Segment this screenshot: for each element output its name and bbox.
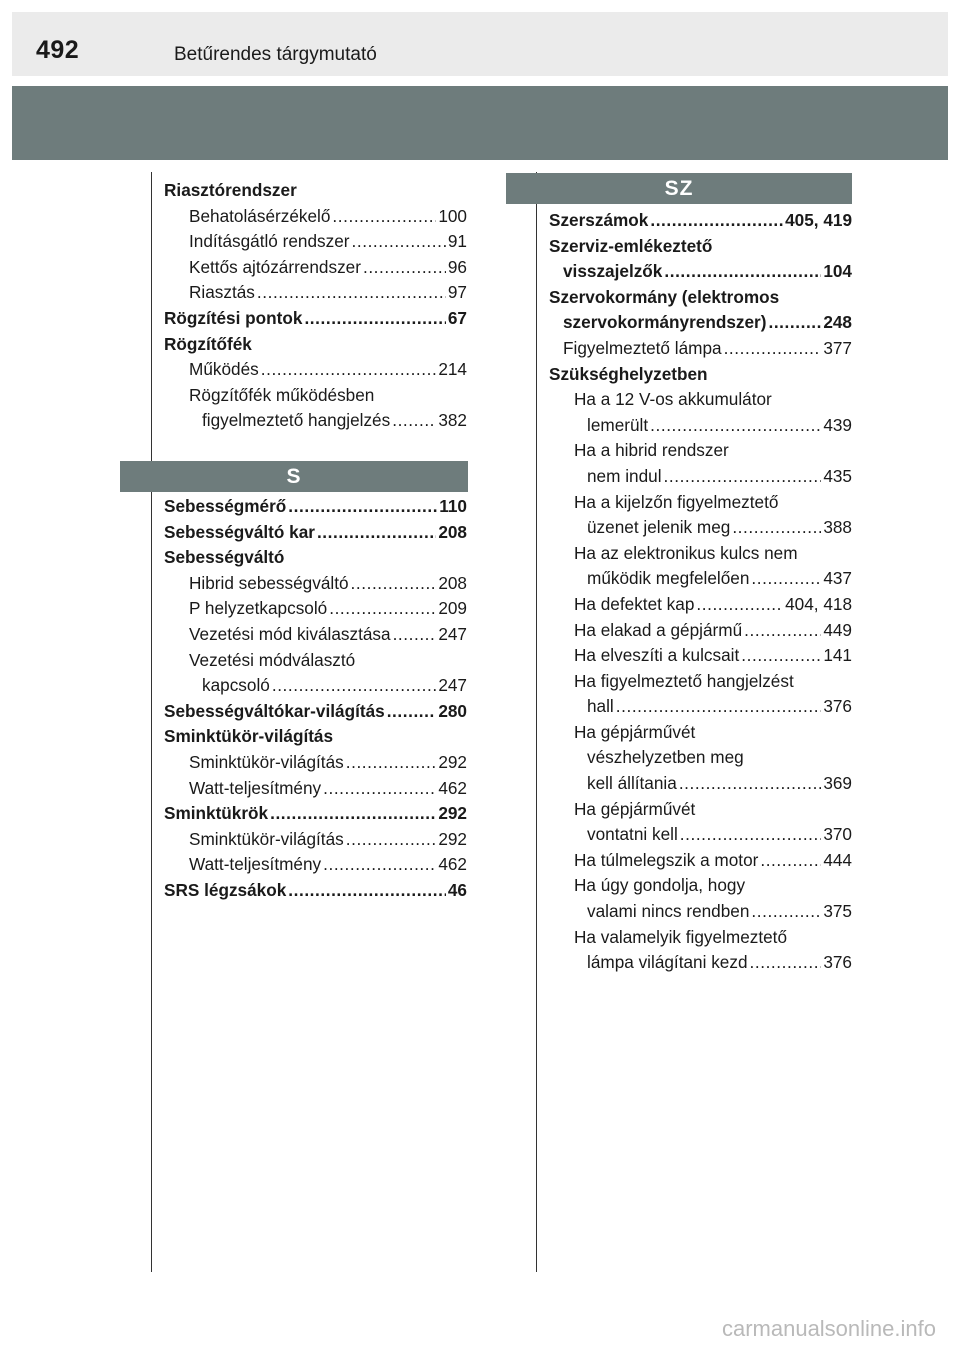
index-entry xyxy=(549,771,852,797)
index-entry: Ha a 12 V-os akkumulátor xyxy=(574,389,772,410)
entry-page-number: 449 xyxy=(823,619,852,640)
dot-leader xyxy=(304,306,445,332)
index-entry: Riasztórendszer xyxy=(164,180,297,200)
entry-text: Ha elveszíti a kulcsait xyxy=(574,645,740,666)
dot-leader xyxy=(750,950,822,976)
index-entry xyxy=(549,950,852,976)
entry-text: Watt-teljesítmény xyxy=(189,854,322,875)
entry-page-number: 388 xyxy=(823,517,852,538)
index-entry: Rögzítőfék működésben xyxy=(189,384,375,405)
entry-text: Sebességváltó kar xyxy=(164,521,315,542)
entry-page-number: 405, 419 xyxy=(785,210,852,230)
index-entry xyxy=(549,413,852,439)
index-entry: Szerviz-emlékeztető xyxy=(549,235,713,256)
dot-leader xyxy=(352,229,446,255)
entry-text: visszajelzők xyxy=(563,261,663,282)
left-column-group-1 xyxy=(164,178,467,434)
entry-text: Behatolásérzékelő xyxy=(189,205,331,226)
dot-leader xyxy=(751,899,821,925)
index-entry: Ha a kijelzőn figyelmeztető xyxy=(574,491,779,512)
entry-text: Sebességmérő xyxy=(164,496,287,516)
index-entry xyxy=(549,694,852,720)
dot-leader xyxy=(351,571,437,597)
index-entry xyxy=(164,229,467,255)
index-entry: Rögzítőfék xyxy=(164,333,252,354)
index-entry xyxy=(549,848,852,874)
index-entry xyxy=(549,336,852,362)
entry-page-number: 439 xyxy=(823,414,852,435)
entry-page-number: 437 xyxy=(823,568,852,589)
entry-page-number: 209 xyxy=(438,598,467,619)
entry-text: hall xyxy=(587,696,614,717)
entry-text: Működés xyxy=(189,359,259,380)
entry-page-number: 382 xyxy=(438,410,467,431)
index-entry xyxy=(164,673,467,699)
entry-text: P helyzetkapcsoló xyxy=(189,598,328,619)
entry-page-number: 377 xyxy=(823,337,852,358)
index-entry xyxy=(164,357,467,383)
dot-leader xyxy=(261,357,437,383)
index-entry xyxy=(164,204,467,230)
dot-leader xyxy=(272,673,436,699)
entry-page-number: 435 xyxy=(823,465,852,486)
entry-page-number: 248 xyxy=(823,312,852,333)
index-entry: Sminktükör-világítás xyxy=(164,726,334,747)
dot-leader xyxy=(257,280,446,306)
index-entry: vészhelyzetben meg xyxy=(587,747,744,768)
index-entry xyxy=(549,310,852,336)
index-entry: Ha az elektronikus kulcs nem xyxy=(574,542,798,563)
entry-page-number: 104 xyxy=(823,261,852,282)
entry-text: Sminktükrök xyxy=(164,803,269,824)
index-entry xyxy=(549,208,852,234)
entry-page-number: 462 xyxy=(438,854,467,875)
section-letter-sz: SZ xyxy=(506,173,852,204)
entry-text: Figyelmeztető lámpa xyxy=(563,337,722,358)
index-entry xyxy=(164,801,467,827)
index-entry xyxy=(549,515,852,541)
index-entry xyxy=(164,596,467,622)
entry-text: Riasztás xyxy=(189,282,255,303)
index-entry: Ha gépjárművét xyxy=(574,798,696,819)
dot-leader xyxy=(317,520,436,546)
entry-text: kapcsoló xyxy=(202,675,270,696)
entry-text: Indításgátló rendszer xyxy=(189,231,350,252)
index-entry xyxy=(164,622,467,648)
entry-text: kell állítania xyxy=(587,773,677,794)
dot-leader xyxy=(346,827,437,853)
entry-text: Rögzítési pontok xyxy=(164,307,303,328)
index-entry xyxy=(549,259,852,285)
entry-text: SRS légzsákok xyxy=(164,879,287,900)
entry-page-number: 247 xyxy=(438,675,467,696)
dot-leader xyxy=(288,878,446,904)
index-entry xyxy=(549,592,852,618)
header-band xyxy=(12,86,948,160)
entry-page-number: 462 xyxy=(438,777,467,798)
index-entry xyxy=(164,306,467,332)
page-number: 492 xyxy=(36,36,80,64)
entry-text: működik megfelelően xyxy=(587,568,750,589)
entry-page-number: 292 xyxy=(438,828,467,849)
dot-leader xyxy=(741,643,821,669)
index-entry xyxy=(164,255,467,281)
entry-text: szervokormányrendszer) xyxy=(563,312,767,333)
entry-page-number: 375 xyxy=(823,901,852,922)
entry-text: Ha túlmelegszik a motor xyxy=(574,849,759,870)
dot-leader xyxy=(363,255,446,281)
entry-page-number: 292 xyxy=(438,751,467,772)
index-entry xyxy=(164,878,467,904)
dot-leader xyxy=(329,596,436,622)
entry-page-number: 376 xyxy=(823,696,852,717)
index-entry: Ha gépjárművét xyxy=(574,721,696,742)
entry-text: figyelmeztető hangjelzés xyxy=(202,410,391,431)
entry-text: Szerszámok xyxy=(549,210,649,230)
index-entry: Ha úgy gondolja, hogy xyxy=(574,875,746,896)
dot-leader xyxy=(732,515,821,541)
entry-page-number: 280 xyxy=(438,700,467,721)
entry-page-number: 46 xyxy=(447,879,467,900)
index-entry xyxy=(164,699,467,725)
entry-page-number: 444 xyxy=(823,849,852,870)
index-entry xyxy=(549,899,852,925)
dot-leader xyxy=(393,622,437,648)
right-column-divider xyxy=(536,172,537,1272)
entry-text: lemerült xyxy=(587,414,649,435)
dot-leader xyxy=(332,204,436,230)
entry-page-number: 376 xyxy=(823,952,852,973)
entry-text: Ha defektet kap xyxy=(574,593,695,614)
left-column-divider xyxy=(151,172,152,1272)
entry-page-number: 404, 418 xyxy=(785,593,852,614)
dot-leader xyxy=(392,408,436,434)
index-entry: Ha figyelmeztető hangjelzést xyxy=(574,670,794,691)
header-bar xyxy=(12,12,948,76)
entry-page-number: 97 xyxy=(447,282,467,303)
entry-text: Sminktükör-világítás xyxy=(189,751,344,772)
index-entry xyxy=(164,852,467,878)
index-entry: Ha a hibrid rendszer xyxy=(574,440,729,461)
dot-leader xyxy=(387,699,437,725)
index-entry: Ha valamelyik figyelmeztető xyxy=(574,926,788,947)
entry-page-number: 208 xyxy=(438,572,467,593)
dot-leader xyxy=(664,259,821,285)
dot-leader xyxy=(346,750,437,776)
entry-page-number: 208 xyxy=(438,521,467,542)
entry-page-number: 67 xyxy=(447,307,467,328)
index-entry xyxy=(164,776,467,802)
index-entry xyxy=(164,520,467,546)
index-entry xyxy=(164,571,467,597)
dot-leader xyxy=(760,848,821,874)
index-entry xyxy=(549,643,852,669)
index-entry xyxy=(164,280,467,306)
index-entry: Szükséghelyzetben xyxy=(549,363,708,384)
entry-page-number: 214 xyxy=(438,359,467,380)
entry-page-number: 370 xyxy=(823,824,852,845)
entry-text: Ha elakad a gépjármű xyxy=(574,619,743,640)
entry-page-number: 247 xyxy=(438,623,467,644)
dot-leader xyxy=(696,592,783,618)
index-entry xyxy=(164,494,467,520)
entry-text: Kettős ajtózárrendszer xyxy=(189,256,361,277)
entry-text: valami nincs rendben xyxy=(587,901,750,922)
index-entry: Sebességváltó xyxy=(164,547,285,568)
index-entry: Szervokormány (elektromos xyxy=(549,286,780,307)
dot-leader xyxy=(323,776,436,802)
entry-page-number: 141 xyxy=(823,645,852,666)
dot-leader xyxy=(724,336,822,362)
dot-leader xyxy=(751,566,821,592)
entry-page-number: 100 xyxy=(438,205,467,226)
entry-page-number: 369 xyxy=(823,773,852,794)
dot-leader xyxy=(650,208,783,234)
dot-leader xyxy=(650,413,821,439)
dot-leader xyxy=(768,310,821,336)
entry-text: Hibrid sebességváltó xyxy=(189,572,349,593)
dot-leader xyxy=(664,464,822,490)
section-letter-s: S xyxy=(120,461,468,492)
entry-text: lámpa világítani kezd xyxy=(587,952,748,973)
index-entry xyxy=(164,750,467,776)
entry-text: Sebességváltókar-világítás xyxy=(164,700,385,721)
entry-page-number: 96 xyxy=(447,256,467,277)
entry-page-number: 110 xyxy=(439,496,467,516)
entry-text: nem indul xyxy=(587,465,662,486)
index-entry xyxy=(164,827,467,853)
index-entry xyxy=(164,408,467,434)
page-title: Betűrendes tárgymutató xyxy=(174,44,377,65)
dot-leader xyxy=(680,822,822,848)
index-entry: Vezetési módválasztó xyxy=(189,649,356,670)
entry-text: Vezetési mód kiválasztása xyxy=(189,623,391,644)
entry-text: üzenet jelenik meg xyxy=(587,517,731,538)
dot-leader xyxy=(616,694,822,720)
dot-leader xyxy=(288,494,437,520)
dot-leader xyxy=(323,852,436,878)
watermark: carmanualsonline.info xyxy=(721,1316,936,1341)
entry-text: Sminktükör-világítás xyxy=(189,828,344,849)
entry-text: Watt-teljesítmény xyxy=(189,777,322,798)
entry-page-number: 91 xyxy=(447,231,467,252)
index-entry xyxy=(549,618,852,644)
dot-leader xyxy=(679,771,822,797)
dot-leader xyxy=(270,801,436,827)
entry-text: vontatni kell xyxy=(587,824,678,845)
index-entry xyxy=(549,566,852,592)
index-entry xyxy=(549,822,852,848)
right-column-entries xyxy=(549,208,852,976)
index-entry xyxy=(549,464,852,490)
entry-page-number: 292 xyxy=(438,803,467,824)
dot-leader xyxy=(744,618,821,644)
left-column-group-2 xyxy=(164,494,467,904)
